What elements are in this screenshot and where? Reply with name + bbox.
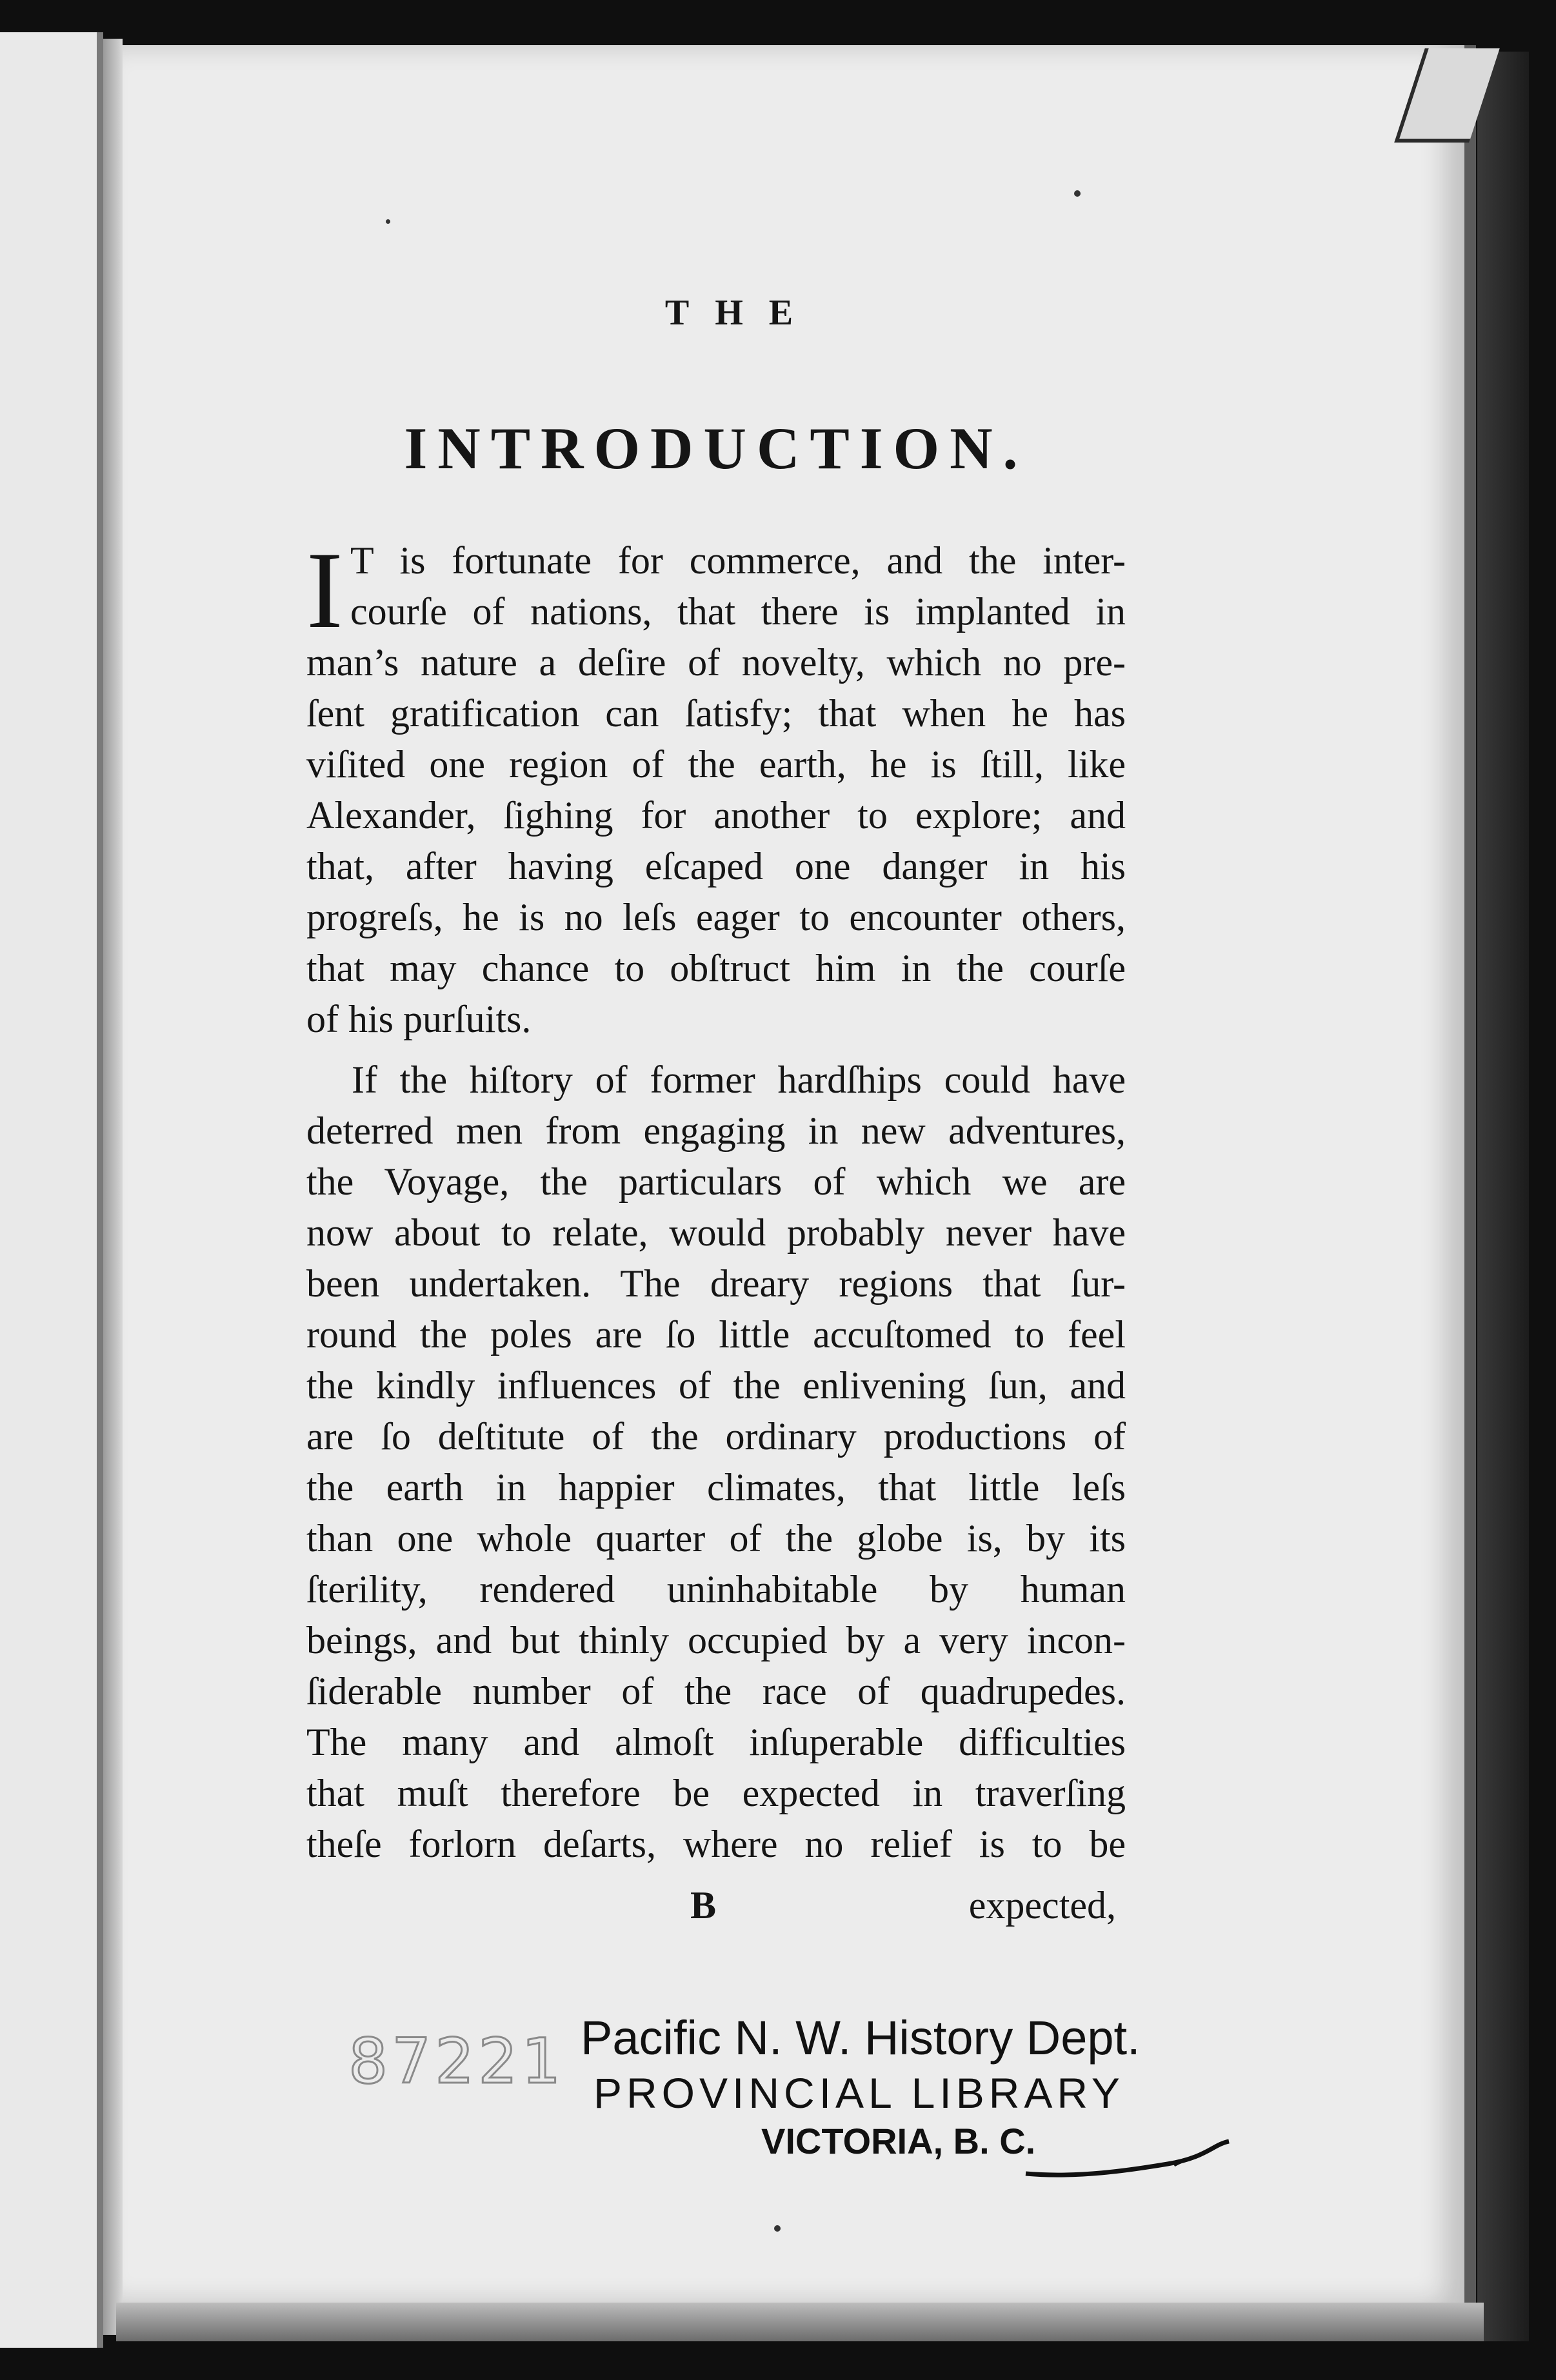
page-bottom-edge [116, 2303, 1484, 2341]
text-line: that may chance to obſtruct him in the courſe [306, 947, 1126, 989]
text-line: are ſo deſtitute of the ordinary productions of [306, 1415, 1126, 1458]
paragraph-2 [306, 1055, 1126, 1870]
catchword: expected, [968, 1884, 1116, 1927]
text-line: the earth in happier climates, that little leſs [306, 1466, 1126, 1509]
text-line: The many and almoſt inſuperable difficulties [306, 1721, 1126, 1763]
page-binding-edge [1477, 52, 1529, 2341]
text-line: ſterility, rendered uninhabitable by human [306, 1568, 1126, 1611]
text-line: Alexander, ſighing for another to explore; and [306, 794, 1126, 837]
text-line: that, after having eſcaped one danger in his [306, 845, 1126, 888]
stamp-flourish [1019, 2138, 1232, 2183]
text-line: If the hiſtory of former hardſhips could have [352, 1058, 1126, 1101]
text-line: beings, and but thinly occupied by a very incon- [306, 1619, 1126, 1661]
text-line: than one whole quarter of the globe is, by its [306, 1517, 1126, 1560]
text-line: the kindly influences of the enlivening ſun, and [306, 1364, 1126, 1407]
drop-cap: I [306, 530, 343, 651]
text-line: ſent gratification can ſatisfy; that when he has [306, 692, 1126, 735]
text-line: round the poles are ſo little accuſtomed to feel [306, 1313, 1126, 1356]
text-line: courſe of nations, that there is implanted in [350, 590, 1126, 633]
text-line: been undertaken. The dreary regions that ſur- [306, 1262, 1126, 1305]
text-line: progreſs, he is no leſs eager to encounter others, [306, 896, 1126, 938]
text-line: that muſt therefore be expected in traverſing [306, 1772, 1126, 1814]
text-line: man’s nature a deſire of novelty, which no pre- [306, 641, 1126, 684]
speck-mark [386, 219, 390, 224]
page-title: INTRODUCTION. [404, 415, 1028, 481]
text-line: ſiderable number of the race of quadrupedes. [306, 1670, 1126, 1712]
heading-the: THE [664, 293, 819, 333]
text-line: the Voyage, the particulars of which we are [306, 1160, 1126, 1203]
page-text-block [306, 284, 1126, 1865]
facing-page-edge [0, 32, 103, 2348]
text-line: T is fortunate for commerce, and the inter- [350, 539, 1126, 582]
signature-mark: B [690, 1884, 717, 1927]
speck-mark [1074, 190, 1081, 197]
text-line: now about to relate, would probably never have [306, 1211, 1126, 1254]
stamp-location: VICTORIA, B. C. [761, 2121, 1036, 2161]
stamp-department: Pacific N. W. History Dept. [581, 2011, 1141, 2065]
speck-mark [774, 2225, 781, 2232]
text-line: deterred men from engaging in new adventures, [306, 1109, 1126, 1152]
text-line: viſited one region of the earth, he is ſtill, like [306, 743, 1126, 786]
stamp-library: PROVINCIAL LIBRARY [593, 2069, 1124, 2117]
library-stamp [581, 2009, 1303, 2164]
paragraph-1 [306, 530, 1126, 1045]
gutter-shadow [103, 39, 123, 2335]
accession-number: 87221 [348, 2025, 565, 2097]
text-line: of his purſuits. [306, 998, 532, 1040]
text-line: theſe forlorn deſarts, where no relief is to be [306, 1823, 1126, 1865]
